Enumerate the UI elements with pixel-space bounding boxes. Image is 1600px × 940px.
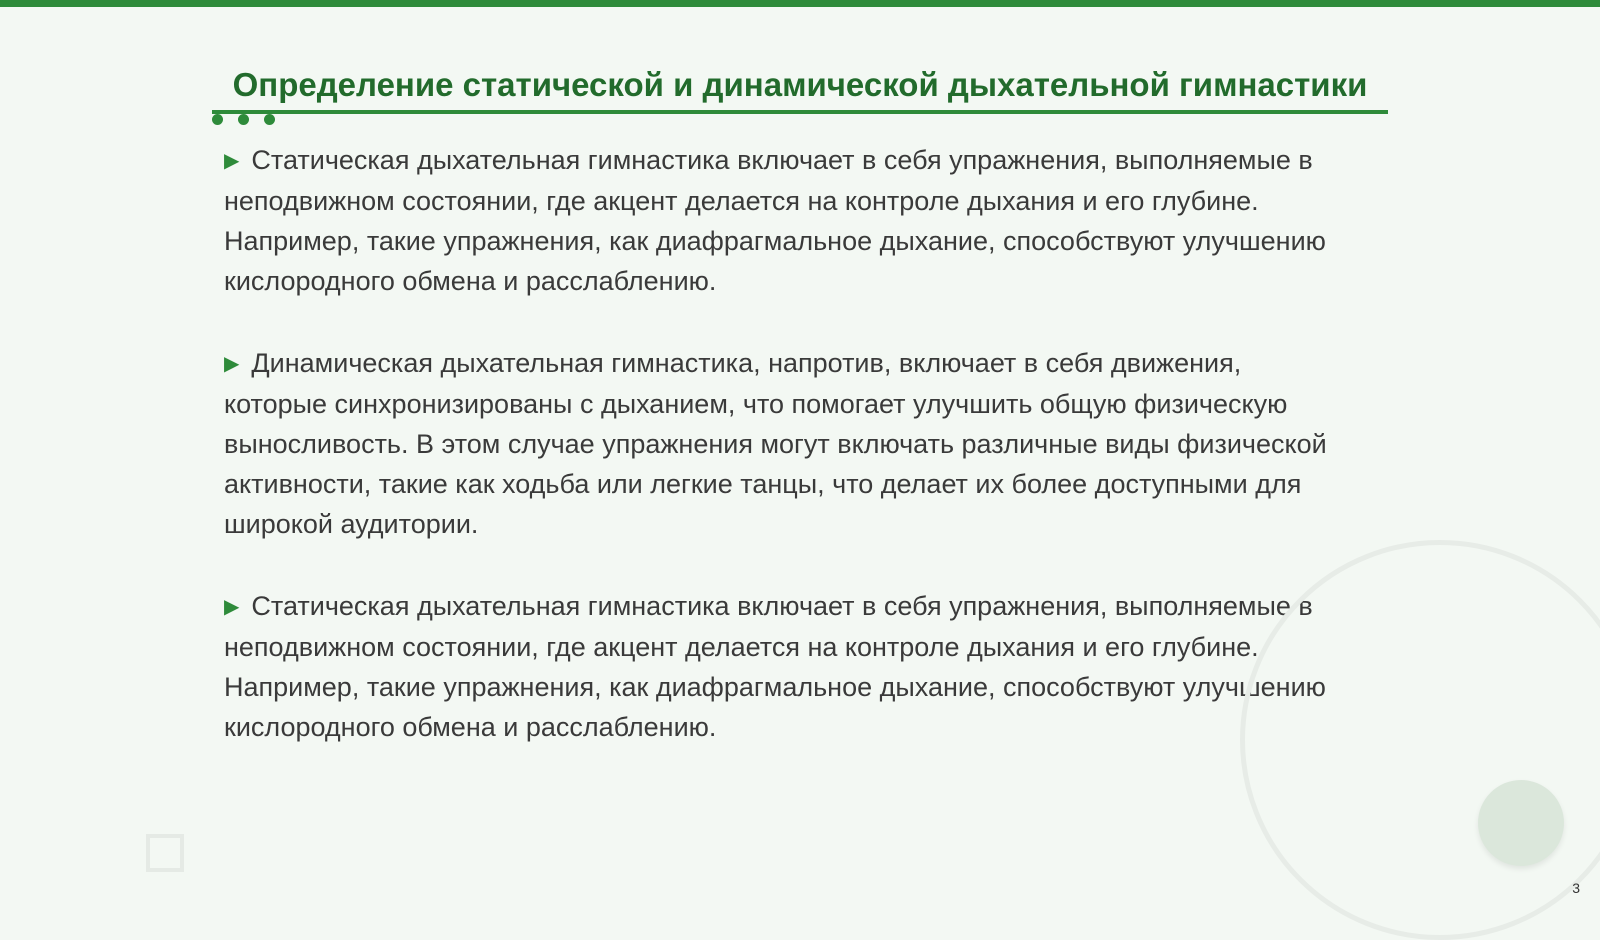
decorative-circle: [1478, 780, 1564, 866]
slide-content: [224, 140, 1344, 789]
decorative-dot-3: [264, 114, 275, 125]
bullet-paragraph-3: [224, 586, 1344, 747]
paragraph-text-3: Статическая дыхательная гимнастика включает в себя упражнения, выполняемые в неподвижном состоянии, где акцент делается на контроле дыхания и его глубине. Например, такие упражнения, как диафрагмальное дыхание, способствуют улучшению кислородного обмена и расслаблению.: [224, 591, 1326, 742]
triangle-right-icon: ▶: [224, 596, 240, 618]
top-accent-bar: [0, 0, 1600, 7]
triangle-right-icon: ▶: [224, 353, 240, 375]
paragraph-text-1: Статическая дыхательная гимнастика включает в себя упражнения, выполняемые в неподвижном состоянии, где акцент делается на контроле дыхания и его глубине. Например, такие упражнения, как диафрагмальное дыхание, способствуют улучшению кислородного обмена и расслаблению.: [224, 145, 1326, 296]
decorative-dot-1: [212, 114, 223, 125]
triangle-right-icon: ▶: [224, 150, 240, 172]
decorative-square: [146, 834, 184, 872]
bullet-paragraph-1: [224, 140, 1344, 301]
title-underline: [212, 110, 1388, 114]
page-number: 3: [1572, 880, 1580, 896]
slide-title: Определение статической и динамической дыхательной гимнастики: [232, 66, 1368, 103]
bullet-paragraph-2: [224, 343, 1344, 544]
decorative-dot-2: [238, 114, 249, 125]
paragraph-text-2: Динамическая дыхательная гимнастика, напротив, включает в себя движения, которые синхронизированы с дыханием, что помогает улучшить общую физическую выносливость. В этом случае упражнения могут включать различные виды физической активности, такие как ходьба или легкие танцы, что делает их более доступными для широкой аудитории.: [224, 348, 1327, 539]
